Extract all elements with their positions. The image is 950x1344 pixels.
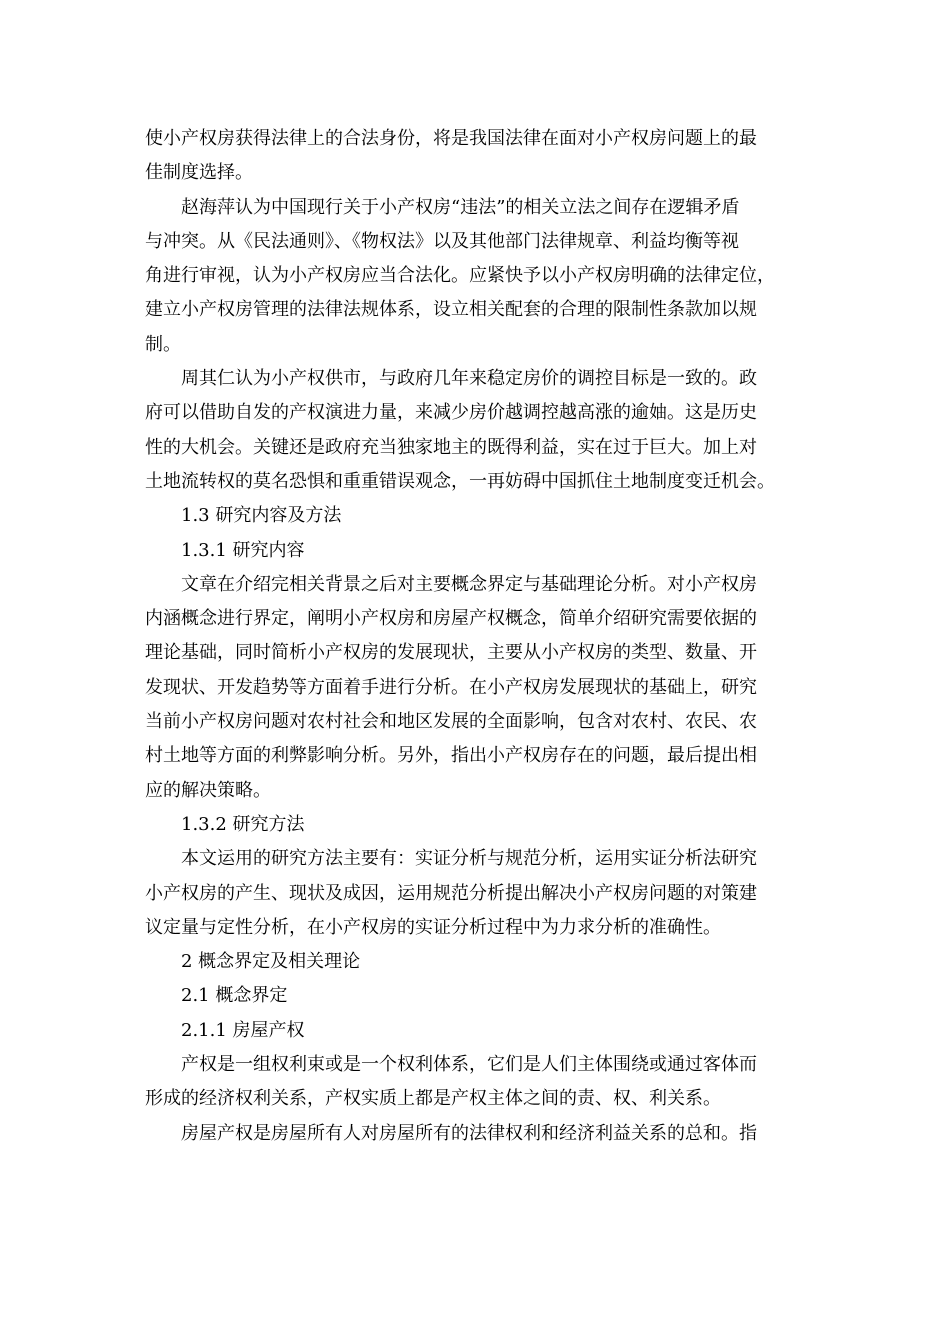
- text-line: 性的大机会。关键还是政府充当独家地主的既得利益，实在过于巨大。加上对: [145, 436, 757, 458]
- text-line: 使小产权房获得法律上的合法身份，将是我国法律在面对小产权房问题上的最: [145, 128, 757, 149]
- document-body: [145, 122, 820, 1151]
- text-line: 建立小产权房管理的法律法规体系，设立相关配套的合理的限制性条款加以规: [145, 299, 757, 321]
- text-line: 周其仁认为小产权供市，与政府几年来稳定房价的调控目标是一致的。政: [181, 368, 757, 390]
- section-heading: [145, 945, 820, 979]
- text-line: 1.3.2 研究方法: [181, 813, 305, 835]
- text-line: 赵海萍认为中国现行关于小产权房“违法”的相关立法之间存在逻辑矛盾: [181, 196, 740, 218]
- body-paragraph: [145, 842, 820, 945]
- text-line: 小产权房的产生、现状及成因，运用规范分析提出解决小产权房问题的对策建: [145, 882, 757, 904]
- section-heading: [145, 534, 820, 568]
- text-line: 形成的经济权利关系，产权实质上都是产权主体之间的责、权、利关系。: [145, 1088, 721, 1110]
- text-line: 1.3 研究内容及方法: [181, 505, 342, 527]
- section-heading: [145, 499, 820, 533]
- text-line: 发现状、开发趋势等方面着手进行分析。在小产权房发展现状的基础上，研究: [145, 676, 757, 698]
- body-paragraph: [145, 1048, 820, 1117]
- text-line: 理论基础，同时简析小产权房的发展现状，主要从小产权房的类型、数量、开: [145, 642, 757, 664]
- text-line: 本文运用的研究方法主要有：实证分析与规范分析，运用实证分析法研究: [181, 848, 757, 870]
- text-line: 角进行审视，认为小产权房应当合法化。应紧快予以小产权房明确的法律定位，: [145, 265, 775, 287]
- text-line: 文章在介绍完相关背景之后对主要概念界定与基础理论分析。对小产权房: [181, 573, 757, 595]
- text-line: 佳制度选择。: [145, 162, 253, 184]
- text-line: 产权是一组权利束或是一个权利体系，它们是人们主体围绕或通过客体而: [181, 1054, 757, 1076]
- text-line: 与冲突。从《民法通则》、《物权法》以及其他部门法律规章、利益均衡等视: [145, 230, 739, 252]
- body-paragraph: [145, 191, 820, 362]
- section-heading: [145, 808, 820, 842]
- text-line: 内涵概念进行界定，阐明小产权房和房屋产权概念，简单介绍研究需要依据的: [145, 608, 757, 630]
- body-paragraph: [145, 362, 820, 499]
- text-line: 2 概念界定及相关理论: [181, 951, 361, 973]
- text-line: 议定量与定性分析，在小产权房的实证分析过程中为力求分析的准确性。: [145, 916, 721, 938]
- text-line: 2.1.1 房屋产权: [181, 1019, 305, 1041]
- text-line: 2.1 概念界定: [181, 985, 288, 1007]
- text-line: 村土地等方面的利弊影响分析。另外，指出小产权房存在的问题，最后提出相: [145, 745, 757, 767]
- text-line: 府可以借助自发的产权演进力量，来减少房价越调控越高涨的逾妯。这是历史: [145, 402, 757, 424]
- body-paragraph: [145, 122, 820, 191]
- section-heading: [145, 979, 820, 1013]
- text-line: 1.3.1 研究内容: [181, 539, 305, 561]
- text-line: 当前小产权房问题对农村社会和地区发展的全面影响，包含对农村、农民、农: [145, 711, 757, 733]
- section-heading: [145, 1014, 820, 1048]
- text-line: 房屋产权是房屋所有人对房屋所有的法律权利和经济利益关系的总和。指: [181, 1122, 757, 1144]
- text-line: 土地流转权的莫名恐惧和重重错误观念，一再妨碍中国抓住土地制度变迁机会。: [145, 470, 775, 492]
- body-paragraph: [145, 1117, 820, 1151]
- body-paragraph: [145, 568, 820, 808]
- text-line: 应的解决策略。: [145, 779, 271, 801]
- text-line: 制。: [145, 333, 181, 355]
